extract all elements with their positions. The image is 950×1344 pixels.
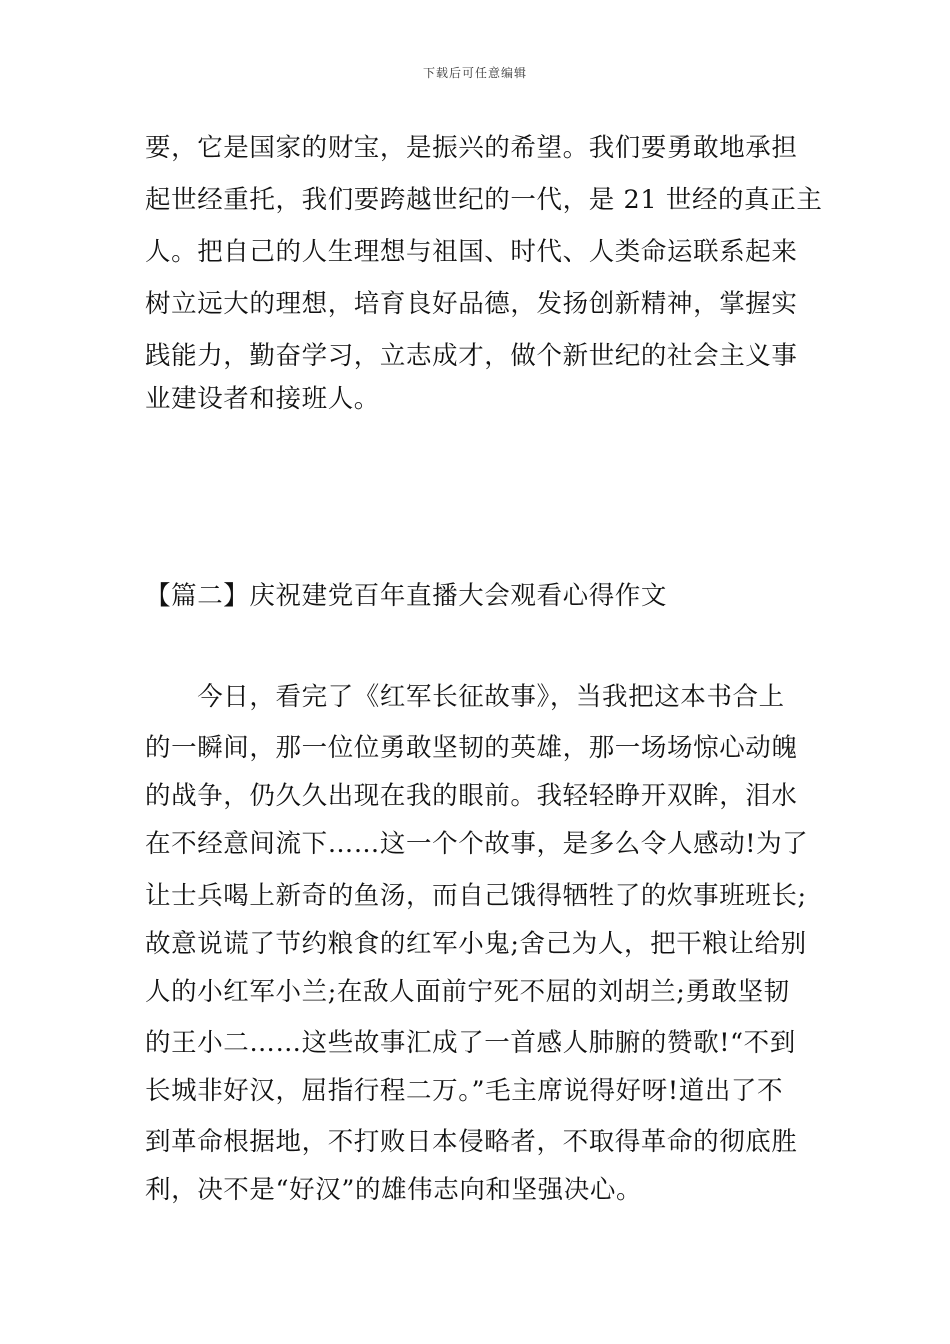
text-line: 的战争，仍久久出现在我的眼前。我轻轻睁开双眸，泪水: [145, 781, 798, 811]
text-line: 起世经重托，我们要跨越世纪的一代，是 21 世经的真正主: [145, 185, 823, 215]
text-line: 到革命根据地，不打败日本侵略者，不取得革命的彻底胜: [145, 1127, 798, 1157]
text-line: 树立远大的理想，培育良好品德，发扬创新精神，掌握实: [145, 289, 798, 319]
text-line: 的王小二……这些故事汇成了一首感人肺腑的赞歌!“不到: [145, 1028, 796, 1058]
page-header: 下载后可任意编辑: [422, 66, 527, 80]
text-line: 利，决不是“好汉”的雄伟志向和坚强决心。: [145, 1175, 643, 1205]
text-line: 故意说谎了节约粮食的红军小鬼;舍己为人，把干粮让给别: [145, 929, 807, 959]
text-line: 的一瞬间，那一位位勇敢坚韧的英雄，那一场场惊心动魄: [145, 733, 798, 763]
section-heading: 【篇二】庆祝建党百年直播大会观看心得作文: [145, 581, 668, 611]
text-line: 长城非好汉，屈指行程二万。”毛主席说得好呀!道出了不: [145, 1076, 784, 1106]
text-line: 要，它是国家的财宝，是振兴的希望。我们要勇敢地承担: [145, 133, 798, 163]
text-line: 人。把自己的人生理想与祖国、时代、人类命运联系起来: [145, 237, 798, 267]
text-line: 在不经意间流下……这一个个故事，是多么令人感动!为了: [145, 829, 809, 859]
text-line: 今日，看完了《红军长征故事》，当我把这本书合上: [145, 682, 785, 712]
text-line: 让士兵喝上新奇的鱼汤，而自己饿得牺牲了的炊事班班长;: [145, 881, 807, 911]
text-line: 人的小红军小兰;在敌人面前宁死不屈的刘胡兰;勇敢坚韧: [145, 977, 790, 1007]
text-line: 践能力，勤奋学习，立志成才，做个新世纪的社会主义事: [145, 341, 798, 371]
text-line: 业建设者和接班人。: [145, 384, 380, 414]
